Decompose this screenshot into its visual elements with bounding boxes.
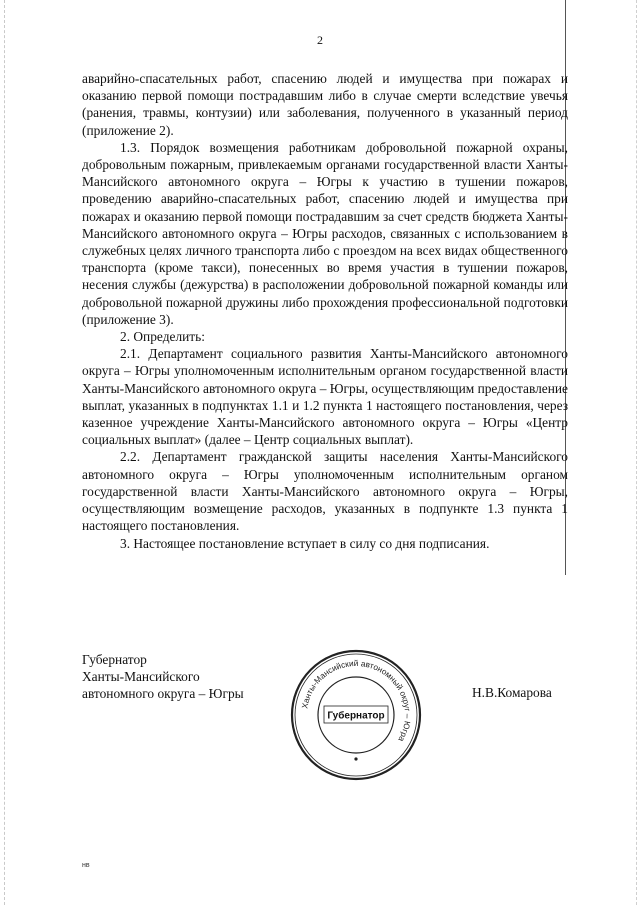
signer-title-line-3: автономного округа – Югры xyxy=(82,686,244,702)
paragraph-2-1: 2.1. Департамент социального развития Ханты-Мансийского автономного округа – Югры уполномоченным исполнительным органом государственной власти Ханты-Мансийского автономного округа – Югры, осуществляющим предоставление выплат, указанных в подпунктах 1.1 и 1.2 пункта 1 настоящего постановления, через казенное учреждение Ханты-Мансийского автономного округа – Югры «Центр социальных выплат» (далее – Центр социальных выплат). xyxy=(82,346,568,448)
document-body xyxy=(82,70,568,553)
paragraph-2-2: 2.2. Департамент гражданской защиты населения Ханты-Мансийского автономного округа – Югры уполномоченным исполнительным органом государственной власти Ханты-Мансийского автономного округа – Югры, осуществляющим возмещение расходов, указанных в подпункте 1.3 пункта 1 настоящего постановления. xyxy=(82,449,568,534)
page-edge-left xyxy=(4,0,5,905)
signer-name: Н.В.Комарова xyxy=(472,685,552,700)
page-number: 2 xyxy=(317,33,323,47)
paragraph-continuation: аварийно-спасательных работ, спасению людей и имущества при пожарах и оказанию первой помощи пострадавшим либо в случае смерти вследствие увечья (ранения, травмы, контузии) или заболевания, полученного в указанный период (приложение 2). xyxy=(82,71,568,138)
paragraph-2: 2. Определить: xyxy=(120,329,205,345)
seal-dot-icon xyxy=(354,757,357,760)
signer-title-line-1: Губернатор xyxy=(82,652,147,667)
footer-initials: нв xyxy=(82,862,90,869)
seal-ring-text: Ханты-Мансийский автономный округ – Югра xyxy=(300,658,413,744)
governor-seal xyxy=(286,645,426,785)
signature-block xyxy=(82,651,244,703)
paragraph-3: 3. Настоящее постановление вступает в силу со дня подписания. xyxy=(120,536,490,552)
paragraph-1-3: 1.3. Порядок возмещения работникам добровольной пожарной охраны, добровольным пожарным, привлекаемым органами государственной власти Ханты-Мансийского автономного округа – Югры к участию в тушении пожаров, проведению аварийно-спасательных работ, спасению людей и имущества при пожарах и оказанию первой помощи пострадавшим за счет средств бюджета Ханты-Мансийского автономного округа – Югры расходов, связанных с использованием в служебных целях личного транспорта либо с проездом на всех видах общественного транспорта (кроме такси), понесенных во время участия в тушении пожаров, несения службы (дежурства) в расположении добровольной пожарной команды или добровольной пожарной дружины либо прохождения профессиональной подготовки (приложение 3). xyxy=(82,139,568,327)
seal-center-text: Губернатор xyxy=(327,710,385,722)
page-edge-right xyxy=(636,0,637,905)
signer-title-line-2: Ханты-Мансийского xyxy=(82,669,200,685)
